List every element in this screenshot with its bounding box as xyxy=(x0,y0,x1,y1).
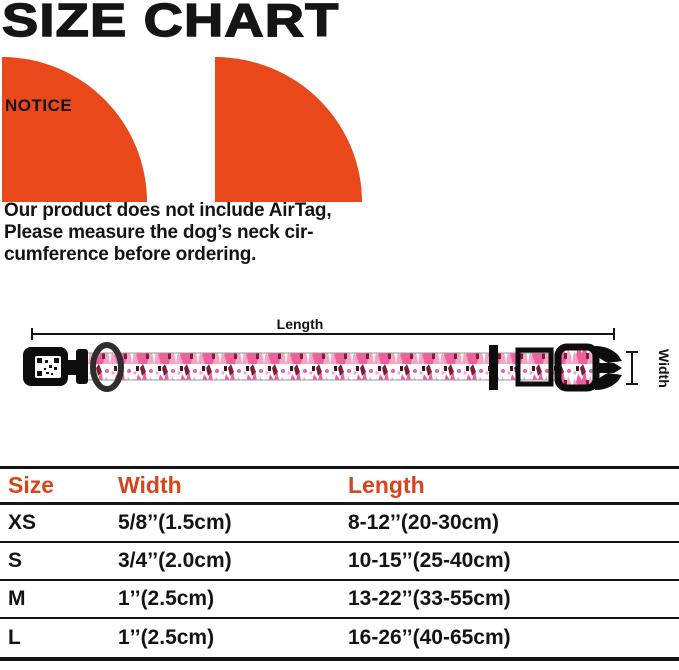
header-length: Length xyxy=(348,472,425,498)
cell-size: S xyxy=(8,549,23,572)
notice-shape-right xyxy=(215,57,362,202)
table-row-l xyxy=(0,619,679,657)
page-title: SIZE CHART xyxy=(2,0,340,46)
notice-text-line-1: Our product does not include AirTag, xyxy=(4,200,332,221)
cell-width: 1’’(2.5cm) xyxy=(118,587,215,610)
notice-text xyxy=(4,200,331,266)
table-row-xs xyxy=(0,505,679,543)
table-row-m xyxy=(0,581,679,619)
cell-length: 16-26’’(40-65cm) xyxy=(348,626,511,649)
cell-size: XS xyxy=(8,511,37,534)
table-row-s xyxy=(0,543,679,581)
cell-width: 3/4’’(2.0cm) xyxy=(118,549,232,572)
notice-shape-left xyxy=(2,57,147,202)
width-label: Width xyxy=(656,349,672,388)
cell-size: L xyxy=(8,626,21,649)
cell-length: 10-15’’(25-40cm) xyxy=(348,549,511,572)
table-header-row xyxy=(0,469,679,505)
cell-width: 1’’(2.5cm) xyxy=(118,626,215,649)
male-buckle xyxy=(558,347,596,388)
cell-width: 5/8’’(1.5cm) xyxy=(118,511,232,534)
cell-length: 13-22’’(33-55cm) xyxy=(348,587,511,610)
width-arrow xyxy=(626,352,638,384)
cell-length: 8-12’’(20-30cm) xyxy=(348,511,499,534)
header-size: Size xyxy=(8,472,55,498)
buckle-prong-middle xyxy=(595,363,622,373)
cell-size: M xyxy=(8,587,26,610)
notice-text-line-3: cumference before ordering. xyxy=(4,244,257,265)
header-width: Width xyxy=(118,472,182,498)
qr-code xyxy=(35,356,61,378)
size-table xyxy=(0,466,679,661)
notice-text-line-2: Please measure the dog’s neck cir- xyxy=(4,222,314,243)
length-label: Length xyxy=(276,316,324,332)
collar-diagram xyxy=(0,310,679,410)
notice-label: NOTICE xyxy=(5,96,73,115)
slider-bar xyxy=(489,345,498,390)
